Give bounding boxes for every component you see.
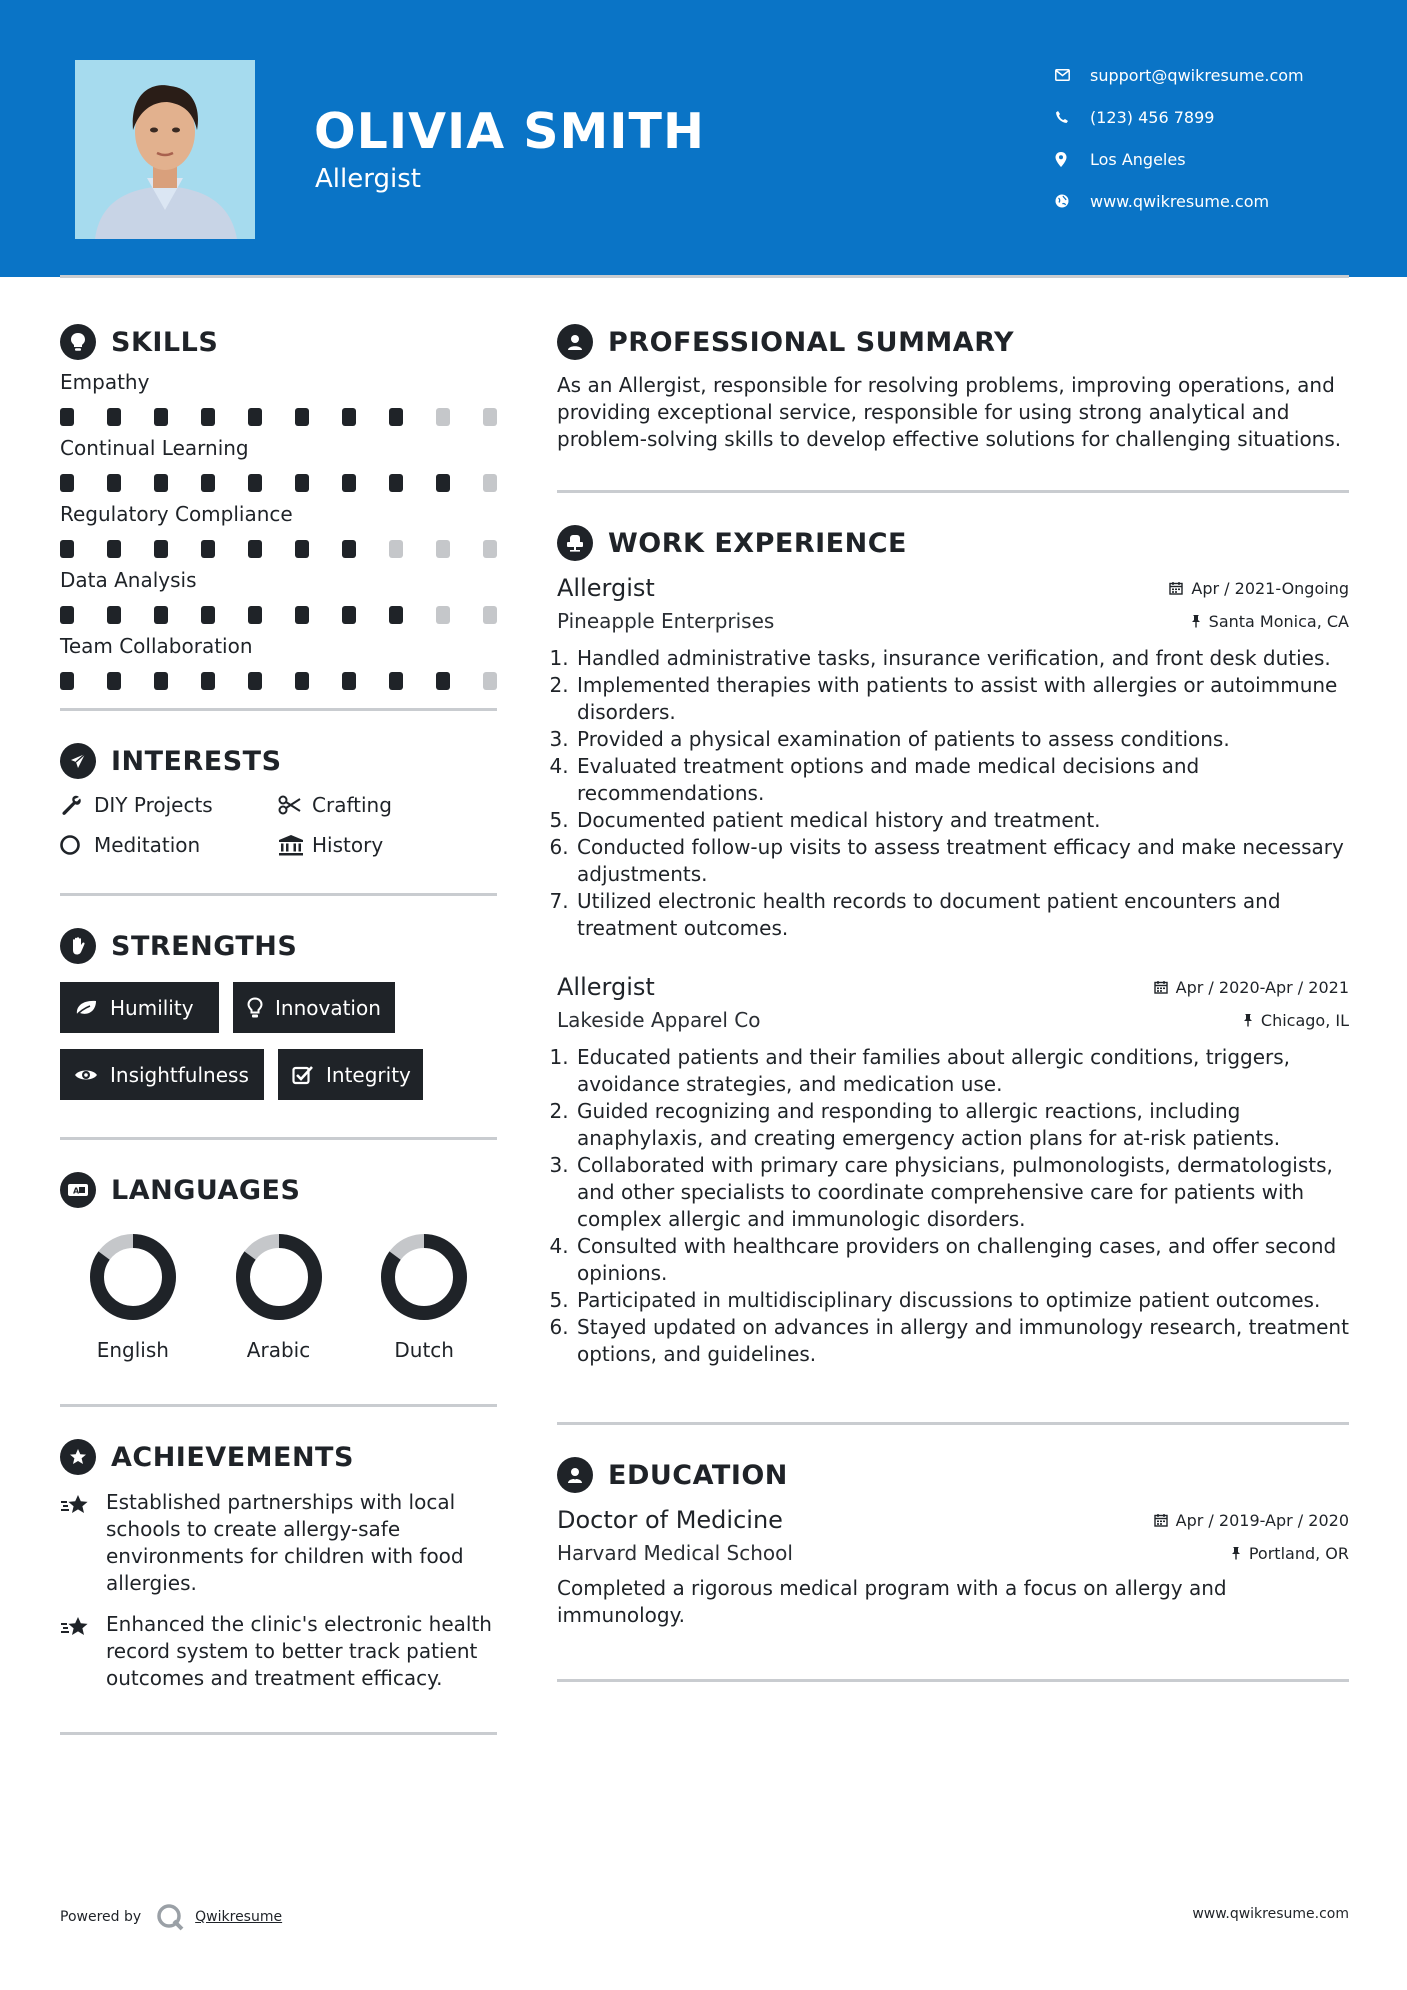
header-divider: [60, 275, 1349, 278]
summary-title: PROFESSIONAL SUMMARY: [608, 326, 1015, 358]
star-badge-icon: [60, 1439, 96, 1475]
skill-rating-dot: [436, 408, 450, 426]
skill-rating-dot: [389, 540, 403, 558]
contact-list: [1055, 54, 1304, 222]
languages-list: [60, 1232, 497, 1362]
section-divider: [60, 1404, 497, 1407]
skill-rating-dot: [483, 474, 497, 492]
education-title: EDUCATION: [608, 1459, 788, 1491]
job-location-text: Chicago, IL: [1260, 1010, 1349, 1030]
language-icon: [60, 1172, 96, 1208]
language-name: Arabic: [246, 1338, 311, 1362]
interests-grid: [60, 793, 497, 857]
strength-label: Innovation: [275, 995, 381, 1020]
job-title: Allergist: [557, 574, 655, 602]
experience-heading: [557, 521, 1349, 565]
wrench-icon: [60, 794, 94, 816]
user-icon: [557, 324, 593, 360]
skill-rating: [60, 672, 497, 690]
contact-email[interactable]: [1055, 54, 1304, 96]
skill-rating-dot: [154, 672, 168, 690]
interests-heading: [60, 739, 497, 783]
duties-list: [557, 645, 1349, 942]
skill-rating-dot: [60, 606, 74, 624]
section-divider: [557, 490, 1349, 493]
globe-icon: [1055, 194, 1090, 208]
skill-rating-dot: [248, 672, 262, 690]
skill-rating-dot: [295, 672, 309, 690]
qwikresume-logo-icon: [155, 1902, 185, 1932]
contact-phone[interactable]: [1055, 96, 1304, 138]
profile-photo: [75, 60, 255, 239]
job-date: [1169, 579, 1349, 598]
education-date: [1154, 1511, 1349, 1530]
language-name: English: [96, 1338, 169, 1362]
skill-rating-dot: [389, 474, 403, 492]
section-divider: [60, 708, 497, 711]
education-date-text: Apr / 2019-Apr / 2020: [1175, 1510, 1349, 1530]
skill-rating-dot: [342, 474, 356, 492]
contact-location: [1055, 138, 1304, 180]
experience-title: WORK EXPERIENCE: [608, 527, 907, 559]
skill-rating-dot: [295, 408, 309, 426]
duty-item: 7. Utilized electronic health records to document patient encounters and treatment outcomes.: [575, 888, 1349, 942]
duty-item: 5. Documented patient medical history and treatment.: [575, 807, 1349, 834]
strength-tag: [60, 982, 219, 1033]
footer-website[interactable]: www.qwikresume.com: [1192, 1906, 1349, 1922]
map-pin-icon: [1055, 152, 1090, 167]
skill-rating-dot: [295, 474, 309, 492]
skill-rating: [60, 474, 497, 492]
star-icon: [60, 1489, 106, 1597]
education-location: [1231, 1544, 1349, 1563]
skill-rating-dot: [60, 408, 74, 426]
duty-item: 6. Stayed updated on advances in allergy and immunology research, treatment options, and guidelines.: [575, 1314, 1349, 1368]
strength-tag: [278, 1049, 423, 1100]
left-column: [60, 320, 497, 1735]
hand-icon: [60, 928, 96, 964]
skill-rating-dot: [107, 540, 121, 558]
duty-item: 3. Provided a physical examination of patients to assess conditions.: [575, 726, 1349, 753]
duty-item: 5. Participated in multidisciplinary discussions to optimize patient outcomes.: [575, 1287, 1349, 1314]
language-level-ring: [234, 1232, 324, 1322]
languages-title: LANGUAGES: [111, 1174, 301, 1206]
graduate-icon: [557, 1457, 593, 1493]
duty-item: 1. Educated patients and their families about allergic conditions, triggers, avoidance strategies, and medication use.: [575, 1044, 1349, 1098]
contact-website-text: www.qwikresume.com: [1090, 191, 1270, 211]
skill-rating: [60, 540, 497, 558]
interest-item: [60, 833, 278, 857]
education-heading: [557, 1453, 1349, 1497]
skills-list: [60, 370, 497, 690]
pushpin-icon: [1191, 614, 1201, 628]
section-divider: [557, 1422, 1349, 1425]
interest-item: [278, 833, 497, 857]
achievement-text: Established partnerships with local schools to create allergy-safe environments for children with food allergies.: [106, 1490, 464, 1595]
job-date-text: Apr / 2021-Ongoing: [1191, 578, 1349, 598]
contact-location-text: Los Angeles: [1090, 149, 1186, 169]
job-location-text: Santa Monica, CA: [1208, 611, 1349, 631]
interest-label: Meditation: [94, 833, 201, 857]
skills-title: SKILLS: [111, 326, 219, 358]
bank-icon: [278, 834, 312, 856]
skill-rating-dot: [107, 672, 121, 690]
contact-phone-text: (123) 456 7899: [1090, 107, 1215, 127]
paper-plane-icon: [60, 743, 96, 779]
skill-rating-dot: [154, 606, 168, 624]
strengths-title: STRENGTHS: [111, 930, 298, 962]
company-name: Pineapple Enterprises: [557, 609, 775, 633]
language-level-ring: [88, 1232, 178, 1322]
calendar-icon: [1154, 1513, 1168, 1527]
candidate-title: Allergist: [315, 164, 421, 194]
job-entry: [557, 571, 1349, 942]
interests-title: INTERESTS: [111, 745, 282, 777]
language-name: Dutch: [394, 1338, 454, 1362]
phone-icon: [1055, 110, 1090, 124]
skill-rating-dot: [436, 672, 450, 690]
skill-rating-dot: [107, 474, 121, 492]
achievement-item: [60, 1489, 497, 1597]
degree-title: Doctor of Medicine: [557, 1506, 783, 1534]
education-entry: [557, 1503, 1349, 1629]
job-location: [1243, 1011, 1349, 1030]
strength-label: Insightfulness: [110, 1062, 249, 1087]
section-divider: [60, 1732, 497, 1735]
candidate-name: OLIVIA SMITH: [314, 103, 705, 160]
right-column: [557, 320, 1349, 1682]
skill-rating: [60, 408, 497, 426]
skill-rating-dot: [295, 606, 309, 624]
skill-rating-dot: [60, 672, 74, 690]
language-item: [351, 1232, 497, 1362]
duties-list: [557, 1044, 1349, 1368]
company-name: Lakeside Apparel Co: [557, 1008, 761, 1032]
skill-rating-dot: [342, 408, 356, 426]
strengths-tags: [60, 982, 497, 1100]
briefcase-icon: [557, 525, 593, 561]
skill-rating-dot: [60, 540, 74, 558]
calendar-icon: [1169, 581, 1183, 595]
envelope-icon: [1055, 69, 1090, 81]
interest-label: DIY Projects: [94, 793, 213, 817]
duty-item: 3. Collaborated with primary care physicians, pulmonologists, dermatologists, and other specialists to coordinate comprehensive care for patients with complex allergic and immunologic disorders.: [575, 1152, 1349, 1233]
school-name: Harvard Medical School: [557, 1541, 793, 1565]
interest-item: [60, 793, 278, 817]
achievement-text: Enhanced the clinic's electronic health record system to better track patient outcomes and treatment efficacy.: [106, 1612, 492, 1690]
skill-rating-dot: [201, 474, 215, 492]
skill-rating-dot: [107, 606, 121, 624]
job-entry: [557, 970, 1349, 1368]
skill-rating-dot: [342, 672, 356, 690]
skill-rating-dot: [154, 408, 168, 426]
skill-rating-dot: [248, 606, 262, 624]
interest-item: [278, 793, 497, 817]
svg-text:A: A: [73, 1186, 80, 1196]
summary-heading: [557, 320, 1349, 364]
skill-rating-dot: [201, 606, 215, 624]
strengths-heading: [60, 924, 497, 968]
calendar-icon: [1154, 980, 1168, 994]
job-title: Allergist: [557, 973, 655, 1001]
skill-rating-dot: [248, 474, 262, 492]
contact-website[interactable]: [1055, 180, 1304, 222]
section-divider: [60, 1137, 497, 1140]
interest-label: Crafting: [312, 793, 392, 817]
skill-rating-dot: [201, 408, 215, 426]
skill-rating-dot: [483, 408, 497, 426]
skill-rating-dot: [107, 408, 121, 426]
languages-heading: [60, 1168, 497, 1212]
skill-rating-dot: [154, 540, 168, 558]
duty-item: 2. Guided recognizing and responding to allergic reactions, including anaphylaxis, and creating emergency action plans for at-risk patients.: [575, 1098, 1349, 1152]
skills-heading: [60, 320, 497, 364]
strength-tag: [60, 1049, 264, 1100]
strength-label: Humility: [110, 995, 194, 1020]
footer-brand-link[interactable]: Qwikresume: [195, 1909, 283, 1925]
eye-icon: [74, 1067, 98, 1083]
achievements-title: ACHIEVEMENTS: [111, 1441, 354, 1473]
duty-item: 2. Implemented therapies with patients to assist with allergies or autoimmune disorders.: [575, 672, 1349, 726]
pushpin-icon: [1243, 1013, 1253, 1027]
skill-rating-dot: [389, 408, 403, 426]
section-divider: [60, 893, 497, 896]
skill-rating-dot: [154, 474, 168, 492]
lightbulb-icon: [247, 997, 263, 1019]
star-icon: [60, 1611, 106, 1692]
skill-rating-dot: [483, 672, 497, 690]
contact-email-text: support@qwikresume.com: [1090, 65, 1304, 85]
language-item: [206, 1232, 352, 1362]
achievement-item: [60, 1611, 497, 1692]
skill-rating-dot: [483, 540, 497, 558]
skill-rating-dot: [436, 540, 450, 558]
leaf-icon: [74, 999, 98, 1017]
check-square-icon: [292, 1065, 314, 1085]
skill-name: Data Analysis: [60, 568, 197, 592]
education-location-text: Portland, OR: [1248, 1543, 1349, 1563]
skill-rating: [60, 606, 497, 624]
skill-rating-dot: [342, 606, 356, 624]
interest-label: History: [312, 833, 384, 857]
job-date: [1154, 978, 1349, 997]
section-divider: [557, 1679, 1349, 1682]
skill-name: Regulatory Compliance: [60, 502, 293, 526]
strength-label: Integrity: [326, 1062, 411, 1087]
footer-powered-by: [60, 1902, 282, 1932]
header-banner: [0, 0, 1407, 277]
skill-rating-dot: [389, 672, 403, 690]
duty-item: 4. Evaluated treatment options and made medical decisions and recommendations.: [575, 753, 1349, 807]
skill-rating-dot: [248, 408, 262, 426]
duty-item: 1. Handled administrative tasks, insurance verification, and front desk duties.: [575, 645, 1349, 672]
scissors-icon: [278, 795, 312, 815]
skill-name: Continual Learning: [60, 436, 249, 460]
summary-text: As an Allergist, responsible for resolving problems, improving operations, and providing exceptional service, responsible for using strong analytical and problem-solving skills to develop effective solutions for challenging situations.: [557, 373, 1342, 451]
strength-tag: [233, 982, 395, 1033]
skill-rating-dot: [295, 540, 309, 558]
skill-name: Team Collaboration: [60, 634, 253, 658]
achievements-heading: [60, 1435, 497, 1479]
skill-rating-dot: [436, 474, 450, 492]
skill-rating-dot: [201, 672, 215, 690]
skill-rating-dot: [483, 606, 497, 624]
language-item: [60, 1232, 206, 1362]
skill-rating-dot: [60, 474, 74, 492]
education-description: Completed a rigorous medical program with a focus on allergy and immunology.: [557, 1576, 1227, 1627]
skill-rating-dot: [342, 540, 356, 558]
powered-by-text: Powered by: [60, 1909, 142, 1925]
duty-item: 6. Conducted follow-up visits to assess treatment efficacy and make necessary adjustments.: [575, 834, 1349, 888]
job-date-text: Apr / 2020-Apr / 2021: [1175, 977, 1349, 997]
job-location: [1191, 612, 1349, 631]
skill-rating-dot: [436, 606, 450, 624]
skill-rating-dot: [201, 540, 215, 558]
language-level-ring: [379, 1232, 469, 1322]
duty-item: 4. Consulted with healthcare providers on challenging cases, and offer second opinions.: [575, 1233, 1349, 1287]
pushpin-icon: [1231, 1546, 1241, 1560]
skill-rating-dot: [248, 540, 262, 558]
circle-icon: [60, 834, 94, 856]
skill-rating-dot: [389, 606, 403, 624]
skill-name: Empathy: [60, 370, 150, 394]
lightbulb-icon: [60, 324, 96, 360]
